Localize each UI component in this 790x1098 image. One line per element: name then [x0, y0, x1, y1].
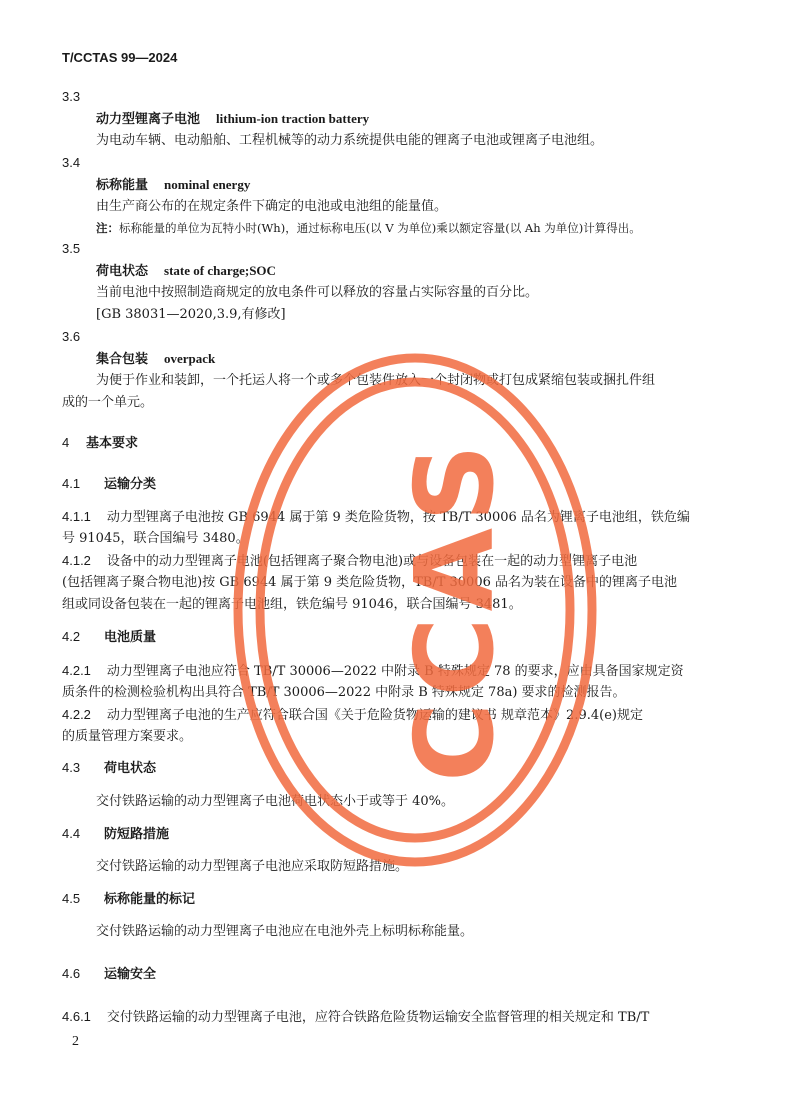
clause-line: 号 91045，联合国编号 3480。	[62, 531, 249, 546]
term-number: 3.3	[62, 89, 81, 104]
term-source: [GB 38031—2020,3.9,有修改]	[96, 307, 286, 322]
subsection-title: 标称能量的标记	[104, 892, 196, 907]
section-title: 基本要求	[86, 436, 139, 451]
subsection-number: 4.2	[62, 629, 81, 644]
section-number: 4	[62, 435, 70, 450]
subsection-title: 荷电状态	[104, 761, 157, 776]
term-zh: 荷电状态	[96, 264, 149, 279]
term-definition-line: 为便于作业和装卸，一个托运人将一个或多个包装件放入一个封闭物或打包成紧缩包装或捆扎件组	[96, 373, 656, 388]
clause-line: 组或同设备包装在一起的锂离子电池组，铁危编号 91046，联合国编号 3481。	[62, 597, 522, 612]
term-zh: 动力型锂离子电池	[96, 112, 201, 127]
term-heading	[96, 174, 250, 197]
term-note	[96, 217, 641, 239]
subsection-body: 交付铁路运输的动力型锂离子电池应在电池外壳上标明标称能量。	[96, 924, 474, 939]
subsection-heading	[62, 757, 156, 780]
clause-line	[62, 704, 643, 727]
clause-line: (包括锂离子聚合物电池)按 GB 6944 属于第 9 类危险货物，TB/T 30006 品名为装在设备中的锂离子电池	[62, 575, 677, 590]
clause-line	[62, 550, 637, 573]
subsection-heading	[62, 963, 156, 986]
subsection-body: 交付铁路运输的动力型锂离子电池荷电状态小于或等于 40%。	[96, 794, 455, 809]
term-en: state of charge;SOC	[164, 263, 276, 278]
term-number: 3.4	[62, 155, 81, 170]
term-heading	[96, 108, 369, 131]
clause-text: 动力型锂离子电池按 GB 6944 属于第 9 类危险货物，按 TB/T 30006 品名为锂离子电池组，铁危编	[106, 510, 690, 525]
clause-number: 4.2.2	[62, 707, 91, 722]
stamp-text: CCAS	[392, 438, 518, 782]
term-definition: 当前电池中按照制造商规定的放电条件可以释放的容量占实际容量的百分比。	[96, 285, 539, 300]
clause-text: 设备中的动力型锂离子电池(包括锂离子聚合物电池)或与设备包装在一起的动力型锂离子电池	[106, 554, 638, 569]
section-heading	[62, 432, 138, 455]
term-en: nominal energy	[164, 177, 251, 192]
clause-line: 质条件的检测检验机构出具符合 TB/T 30006—2022 中附录 B 特殊规定 78a) 要求的检测报告。	[62, 685, 626, 700]
clause-text: 动力型锂离子电池的生产应符合联合国《关于危险货物运输的建议书 规章范本》2.9.4(e)规定	[106, 708, 643, 723]
term-heading	[96, 260, 276, 283]
subsection-title: 防短路措施	[104, 827, 170, 842]
term-zh: 标称能量	[96, 178, 149, 193]
subsection-heading	[62, 888, 195, 911]
term-number: 3.5	[62, 241, 81, 256]
page-number: 2	[72, 1034, 79, 1049]
clause-number: 4.6.1	[62, 1009, 91, 1024]
subsection-heading	[62, 473, 156, 496]
term-en: lithium-ion traction battery	[216, 111, 370, 126]
term-heading	[96, 348, 215, 371]
clause-number: 4.1.2	[62, 553, 91, 568]
subsection-heading	[62, 823, 169, 846]
subsection-number: 4.4	[62, 826, 81, 841]
term-definition: 由生产商公布的在规定条件下确定的电池或电池组的能量值。	[96, 199, 448, 214]
clause-line	[62, 660, 684, 683]
subsection-title: 运输分类	[104, 477, 157, 492]
subsection-number: 4.1	[62, 476, 81, 491]
subsection-title: 电池质量	[104, 630, 157, 645]
subsection-heading	[62, 626, 156, 649]
term-en: overpack	[164, 351, 216, 366]
note-label: 注：	[96, 221, 119, 235]
subsection-title: 运输安全	[104, 967, 157, 982]
standard-id: T/CCTAS 99—2024	[62, 50, 178, 65]
term-zh: 集合包装	[96, 352, 149, 367]
subsection-body: 交付铁路运输的动力型锂离子电池应采取防短路措施。	[96, 859, 409, 874]
subsection-number: 4.3	[62, 760, 81, 775]
subsection-number: 4.5	[62, 891, 81, 906]
term-definition: 为电动车辆、电动船舶、工程机械等的动力系统提供电能的锂离子电池或锂离子电池组。	[96, 133, 604, 148]
clause-line	[62, 1006, 649, 1029]
term-definition-line: 成的一个单元。	[62, 395, 154, 410]
clause-text: 动力型锂离子电池应符合 TB/T 30006—2022 中附录 B 特殊规定 78 的要求，应由具备国家规定资	[106, 664, 684, 679]
clause-line	[62, 506, 690, 529]
term-number: 3.6	[62, 329, 81, 344]
clause-number: 4.1.1	[62, 509, 91, 524]
clause-text: 交付铁路运输的动力型锂离子电池，应符合铁路危险货物运输安全监督管理的相关规定和 TB/T	[106, 1010, 650, 1025]
subsection-number: 4.6	[62, 966, 81, 981]
clause-number: 4.2.1	[62, 663, 91, 678]
clause-line: 的质量管理方案要求。	[62, 729, 193, 744]
note-text: 标称能量的单位为瓦特小时(Wh)，通过标称电压(以 V 为单位)乘以额定容量(以 Ah 为单位)计算得出。	[119, 221, 641, 235]
